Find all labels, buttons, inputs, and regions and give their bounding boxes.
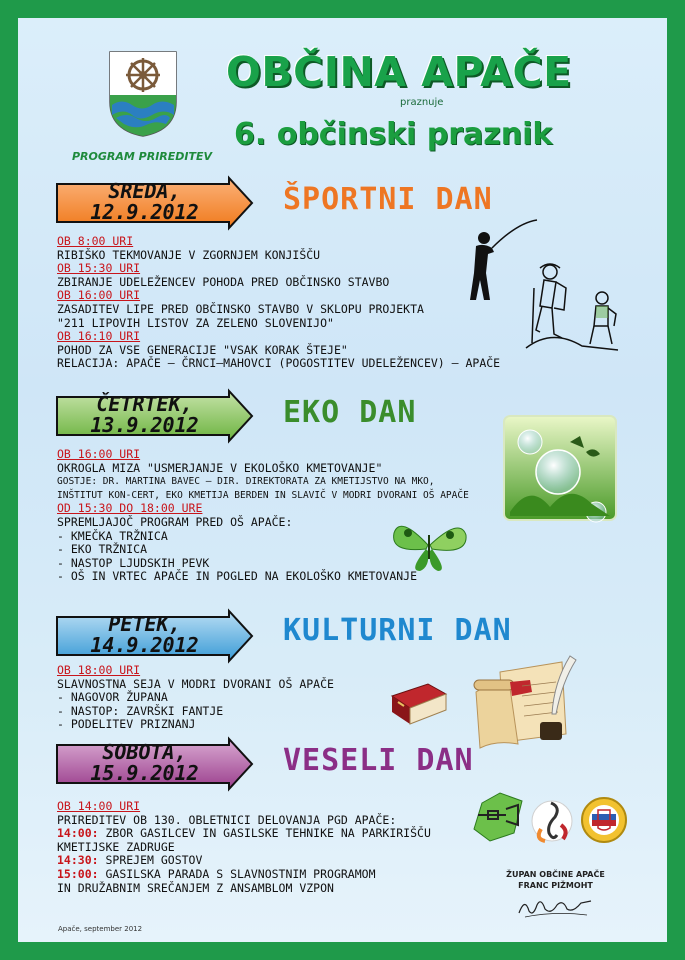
program-label: PROGRAM PRIREDITEV [72,150,213,163]
event-line: POHOD ZA VSE GENERACIJE "VSAK KORAK ŠTEJE" [57,342,348,357]
event-line: ZASADITEV LIPE PRED OBČINSKO STAVBO V SKLOPU PROJEKTA [57,301,424,316]
time-line: OB 18:00 URI [57,663,141,677]
day-weekday: ČETRTEK, [96,392,193,416]
event-line: IN DRUŽABNIM SREČANJEM Z ANSAMBLOM VZPON [57,880,334,895]
event-line: - NAGOVOR ŽUPANA [57,690,168,705]
firefighter-emblem-icon [580,796,628,844]
day-date: 15.9.2012 [90,761,199,785]
time-line: OB 16:00 URI [57,447,141,461]
event-line: - KMEČKA TRŽNICA [57,528,168,543]
coat-of-arms-icon [108,50,178,138]
day-label-petek [57,611,252,661]
inline-text: SPREJEM GOSTOV [98,853,203,868]
inline-time: 14:30: [57,853,99,868]
day-date: 14.9.2012 [90,633,199,657]
event-line: OKROGLA MIZA "USMERJANJE V EKOLOŠKO KMETOVANJE" [57,460,383,475]
event-line: RELACIJA: APAČE – ČRNCI–MAHOVCI (POGOSTITEV UDELEŽENCEV) – APAČE [57,356,501,371]
event-line: SLAVNOSTNA SEJA V MODRI DVORANI OŠ APAČE [57,676,334,691]
time-line: OB 15:30 URI [57,261,141,276]
day-2-program [57,664,334,732]
footer-date: Apače, september 2012 [58,925,143,933]
inline-text: GASILSKA PARADA S SLAVNOSTNIM PROGRAMOM [98,866,376,881]
day-title-kulturni: KULTURNI DAN [283,613,512,648]
eco-nature-image [500,412,620,524]
event-line: KMETIJSKE ZADRUGE [57,839,175,854]
day-3-program [57,800,431,895]
day-label-sobota [57,739,252,789]
mayor-name: FRANC PIŽMOHT [518,881,593,890]
day-title-veseli: VESELI DAN [283,743,474,778]
time-line: OB 16:10 URI [57,329,141,344]
time-line: OB 16:00 URI [57,288,141,303]
page-title: OBČINA APAČE [226,48,572,96]
day-label-sreda [57,178,252,228]
event-line: - NASTOP: ZAVRŠKI FANTJE [57,703,224,718]
event-line: - NASTOP LJUDSKIH PEVK [57,555,210,570]
event-line: "211 LIPOVIH LISTOV ZA ZELENO SLOVENIJO" [57,315,334,330]
signature-icon [515,893,595,919]
event-line-small: GOSTJE: DR. MARTINA BAVEC – DIR. DIREKTORATA ZA KMETIJSTVO NA MKO, [57,476,435,488]
mayor-signature-block [488,869,623,891]
butterfly-icon [390,515,468,573]
day-label-cetrtek [57,391,252,441]
scrolls-quill-icon [470,652,585,750]
music-note-icon [531,795,573,847]
day-0-program [57,235,500,371]
day-weekday: PETEK, [108,612,181,636]
day-weekday: SOBOTA, [102,740,187,764]
inline-time: 14:00: [57,826,99,841]
time-line: OB 8:00 URI [57,234,134,248]
event-line: RIBIŠKO TEKMOVANJE V ZGORNJEM KONJIŠČU [57,247,321,262]
inline-time: 15:00: [57,866,99,881]
day-weekday: SREDA, [108,179,181,203]
hikers-icon [522,258,622,353]
day-title-eko: EKO DAN [283,395,417,430]
trumpet-icon [470,793,525,841]
event-line [57,827,431,841]
page-subtitle: 6. občinski praznik [234,117,553,152]
time-line: OD 15:30 DO 18:00 URE [57,501,203,516]
event-line [57,854,431,868]
day-date: 13.9.2012 [90,413,199,437]
praznuje-label: praznuje [400,97,444,108]
event-line [57,868,431,882]
day-title-sportni: ŠPORTNI DAN [283,182,493,217]
time-line: OB 14:00 URI [57,799,141,813]
event-line: SPREMLJAJOČ PROGRAM PRED OŠ APAČE: [57,514,293,529]
event-line: - EKO TRŽNICA [57,542,148,557]
event-line: - PODELITEV PRIZNANJ [57,717,196,732]
book-icon [388,680,450,728]
mayor-title: ŽUPAN OBČINE APAČE [506,870,605,879]
inline-text: ZBOR GASILCEV IN GASILSKE TEHNIKE NA PARKIRIŠČU [98,826,431,841]
event-line-small: INŠTITUT KON-CERT, EKO KMETIJA BERDEN IN SLAVIČ V MODRI DVORANI OŠ APAČE [57,489,469,501]
event-line: ZBIRANJE UDELEŽENCEV POHODA PRED OBČINSKO STAVBO [57,274,390,289]
day-date: 12.9.2012 [90,200,199,224]
event-line: - OŠ IN VRTEC APAČE IN POGLED NA EKOLOŠKO KMETOVANJE [57,569,418,584]
event-line: PRIREDITEV OB 130. OBLETNICI DELOVANJA PGD APAČE: [57,812,397,827]
